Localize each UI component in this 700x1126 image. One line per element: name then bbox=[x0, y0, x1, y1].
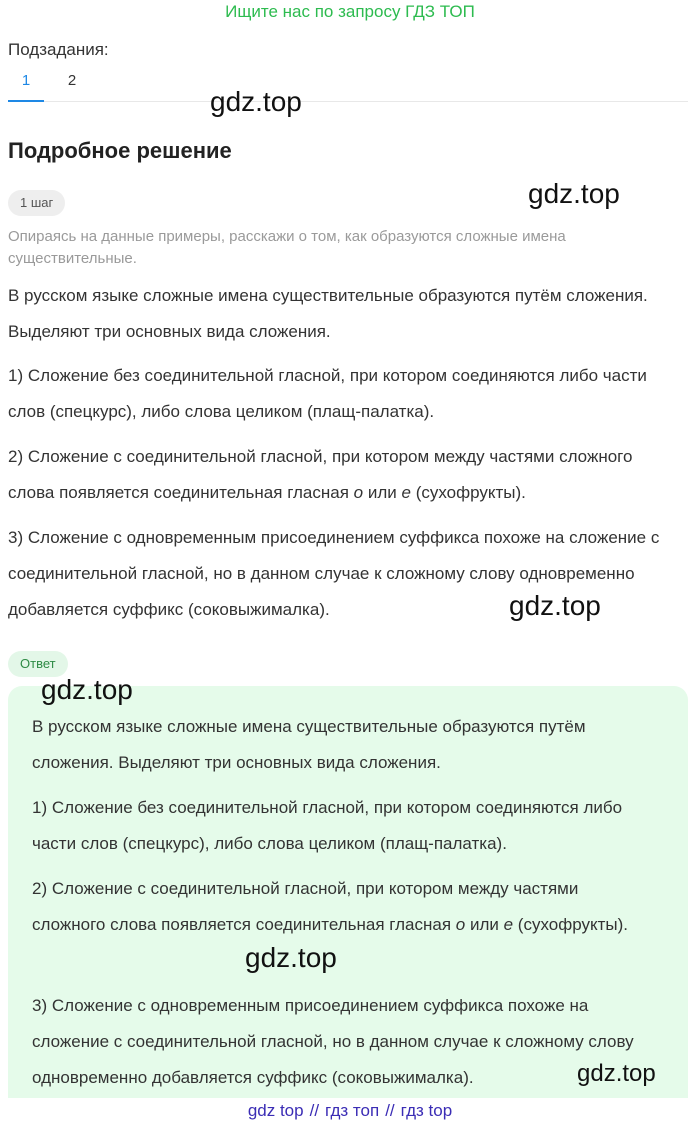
solution-paragraph bbox=[8, 439, 678, 511]
paragraph-text: (сухофрукты). bbox=[513, 915, 628, 934]
tab-subtask-2[interactable]: 2 bbox=[67, 72, 77, 89]
italic-letter: о bbox=[455, 915, 466, 934]
paragraph-text: 2) Сложение с соединительной гласной, при котором между частями сложного слова появляется соединительная гласная bbox=[32, 879, 579, 934]
answer-paragraph: В русском языке сложные имена существительные образуются путём сложения. Выделяют три основных вида сложения. bbox=[32, 717, 586, 772]
footer-link[interactable]: гдз топ bbox=[325, 1101, 380, 1120]
footer-link[interactable]: gdz top bbox=[247, 1101, 304, 1120]
promo-banner: Ищите нас по запросу ГДЗ ТОП bbox=[225, 2, 475, 21]
italic-letter: о bbox=[353, 483, 364, 502]
watermark: gdz.top bbox=[509, 590, 601, 621]
subtask-tabs bbox=[8, 66, 688, 102]
answer-paragraph bbox=[32, 871, 652, 943]
solution-paragraph: В русском языке сложные имена существительные образуются путём сложения. Выделяют три основных вида сложения. bbox=[8, 286, 648, 341]
answer-paragraph: 1) Сложение без соединительной гласной, при котором соединяются либо части слов (спецкурс), либо слова целиком (плащ-палатка). bbox=[32, 798, 623, 853]
answer-paragraph: 3) Сложение с одновременным присоединением суффикса похоже на сложение с соединительной гласной, но в данном случае к сложному слову одновременно добавляется суффикс (соковыжималка). bbox=[32, 996, 634, 1087]
footer-separator: // bbox=[309, 1101, 320, 1120]
question-text: Опираясь на данные примеры, расскажи о том, как образуются сложные имена существительные. bbox=[8, 228, 566, 267]
tab-subtask-1[interactable]: 1 bbox=[8, 72, 44, 102]
answer-badge: Ответ bbox=[8, 651, 68, 677]
watermark: gdz.top bbox=[41, 674, 133, 705]
step-badge: 1 шаг bbox=[8, 190, 65, 216]
italic-letter: е bbox=[503, 915, 514, 934]
footer-links bbox=[0, 1099, 700, 1123]
solution-paragraph: 3) Сложение с одновременным присоединением суффикса похоже на сложение с соединительной гласной, но в данном случае к сложному слову одновременно добавляется суффикс (соковыжималка). bbox=[8, 528, 660, 619]
paragraph-text: или bbox=[465, 915, 504, 934]
watermark: gdz.top bbox=[210, 86, 302, 117]
watermark: gdz.top bbox=[245, 942, 337, 973]
section-title: Подробное решение bbox=[8, 138, 232, 163]
paragraph-text: (сухофрукты). bbox=[410, 483, 526, 502]
footer-separator: // bbox=[385, 1101, 395, 1120]
subtasks-label: Подзадания: bbox=[8, 40, 109, 59]
watermark: gdz.top bbox=[577, 1060, 656, 1087]
footer-link[interactable]: гдз top bbox=[400, 1101, 453, 1120]
paragraph-text: 2) Сложение с соединительной гласной, при котором между частями сложного слова появляется соединительная гласная bbox=[8, 447, 633, 502]
watermark: gdz.top bbox=[528, 178, 620, 209]
solution-paragraph: 1) Сложение без соединительной гласной, при котором соединяются либо части слов (спецкурс), либо слова целиком (плащ-палатка). bbox=[8, 366, 647, 421]
italic-letter: е bbox=[401, 483, 411, 502]
paragraph-text: или bbox=[363, 483, 402, 502]
